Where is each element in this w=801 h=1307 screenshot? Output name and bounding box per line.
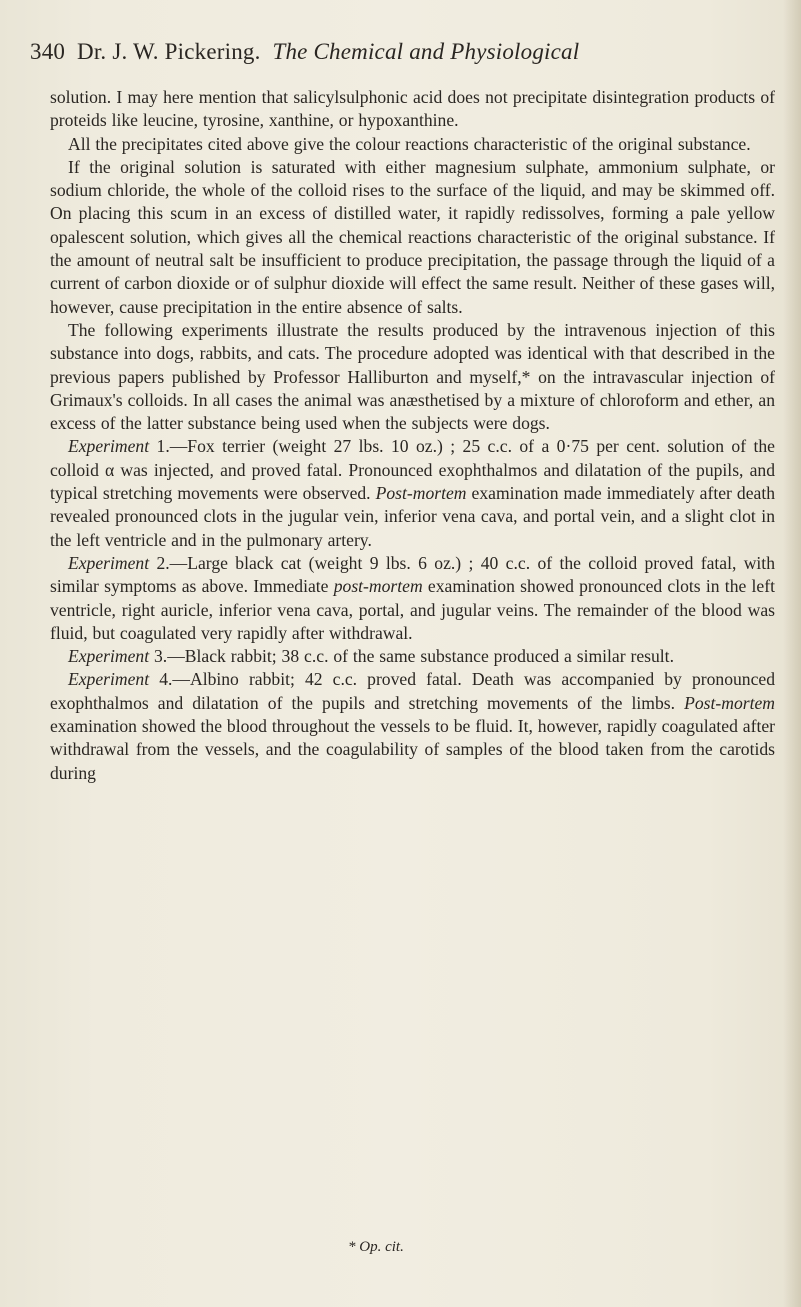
running-header	[30, 38, 770, 66]
experiment-label: Experiment	[68, 552, 150, 573]
experiment-text: 2.—Large black cat (weight 9 lbs. 6 oz.) ; 40 c.c. of the colloid proved fatal, with similar symptoms as above. Immediate	[50, 552, 775, 597]
experiment-text: examination made immediately after death revealed pronounced clots in the jugular vein, inferior vena cava, and portal vein, and a slight clot in the left ventricle and in the pulmonary artery.	[50, 483, 776, 550]
paragraph-1	[50, 86, 775, 133]
experiment-3	[50, 645, 775, 668]
page-edge-shadow	[783, 0, 801, 1307]
paragraph-4	[50, 319, 775, 435]
post-mortem-term: post-mortem	[333, 576, 423, 597]
experiment-4	[50, 668, 775, 784]
experiment-label: Experiment	[68, 436, 150, 457]
experiment-label: Experiment	[68, 669, 150, 690]
experiment-text: examination showed pronounced clots in the left ventricle, right auricle, inferior vena cava, portal, and jugular veins. The remainder of the blood was fluid, but coagulated very rapidly after withdrawal.	[50, 576, 775, 643]
paragraph-3	[50, 156, 775, 319]
experiment-text: 3.—Black rabbit; 38 c.c. of the same substance produced a similar result.	[149, 646, 674, 667]
header-title: The Chemical and Physiological	[272, 39, 580, 64]
experiment-2	[50, 552, 775, 645]
paragraph-text: The following experiments illustrate the results produced by the intravenous injection of this substance into dogs, rabbits, and cats. The procedure adopted was identical with that described in the previous papers published by Professor Halliburton and myself,* on the intravascular injection of Grimaux's colloids. In all cases the animal was anæsthetised by a mixture of chloroform and ether, an excess of the latter substance being used when the subjects were dogs.	[50, 319, 775, 434]
post-mortem-term: Post-mortem	[375, 483, 467, 504]
experiment-label: Experiment	[68, 646, 150, 667]
experiment-text: 4.—Albino rabbit; 42 c.c. proved fatal. Death was accompanied by pronounced exophthalmos and dilatation of the pupils and stretching movements of the limbs.	[50, 669, 775, 713]
footnote: * Op. cit.	[348, 1239, 404, 1255]
experiment-text: examination showed the blood throughout the vessels to be fluid. It, however, rapidly coagulated after withdrawal from the vessels, and the coagulability of samples of the blood taken from the carotids during	[50, 716, 776, 783]
experiment-1	[50, 435, 775, 551]
page-number: 340	[30, 39, 66, 64]
paragraph-text: If the original solution is saturated with either magnesium sulphate, ammonium sulphate, or sodium chloride, the whole of the colloid rises to the surface of the liquid, and may be skimmed off. On placing this scum in an excess of distilled water, it rapidly redissolves, forming a pale yellow opalescent solution, which gives all the chemical reactions characteristic of the original substance. If the amount of neutral salt be insufficient to produce precipitation, the passage through the liquid of a current of carbon dioxide or of sulphur dioxide will effect the same result. Neither of these gases will, however, cause precipitation in the entire absence of salts.	[50, 156, 775, 317]
paragraph-text: All the precipitates cited above give the colour reactions characteristic of the original substance.	[68, 133, 751, 154]
body-text	[50, 86, 775, 785]
experiment-text: 1.—Fox terrier (weight 27 lbs. 10 oz.) ; 25 c.c. of a 0·75 per cent. solution of the colloid α was injected, and proved fatal. Pronounced exophthalmos and dilatation of the pupils, and typical stretching movements were observed.	[50, 436, 775, 504]
header-author: Dr. J. W. Pickering.	[77, 39, 261, 64]
paragraph-text: solution. I may here mention that salicylsulphonic acid does not precipitate disintegration products of proteids like leucine, tyrosine, xanthine, or hypoxanthine.	[50, 87, 775, 131]
post-mortem-term: Post-mortem	[684, 692, 775, 713]
paragraph-2	[50, 133, 775, 156]
